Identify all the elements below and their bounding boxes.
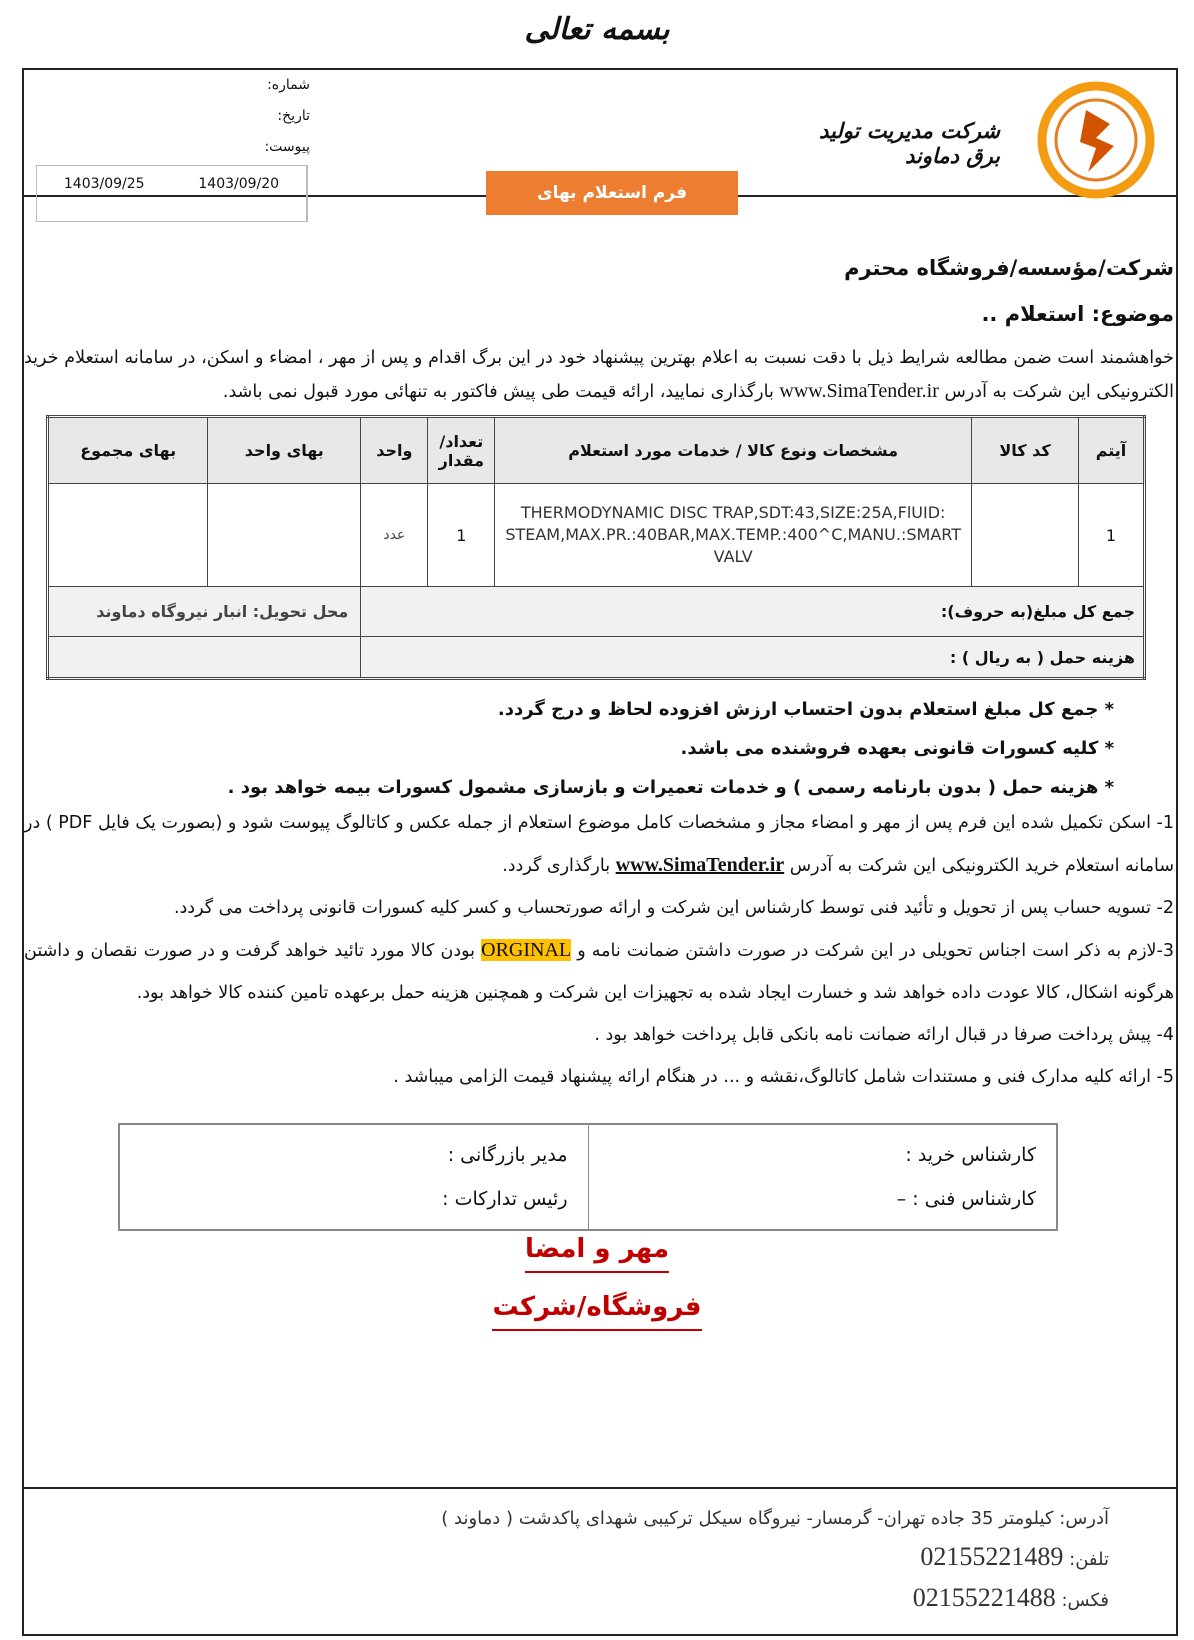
- cell-unit: عدد: [361, 484, 428, 587]
- address-label: آدرس:: [1059, 1508, 1109, 1529]
- letter-meta: [210, 70, 310, 163]
- term-1: [24, 802, 1174, 887]
- footer-divider: [22, 1487, 1178, 1489]
- purchase-expert-label: کارشناس خرید :: [905, 1144, 1036, 1166]
- term-3-text: 3-لازم به ذکر است اجناس تحویلی در این شرکت در صورت داشتن ضمانت نامه و: [577, 941, 1174, 961]
- footer-fax: [441, 1579, 1109, 1620]
- signature-left-column: [588, 1124, 1057, 1230]
- term-3-highlight: ORGINAL: [481, 939, 572, 961]
- cell-code: [972, 484, 1079, 587]
- inquiry-dates: [36, 165, 308, 222]
- footer-phone: [441, 1538, 1109, 1579]
- shipping-value: [48, 637, 361, 679]
- phone-number: 02155221489: [920, 1542, 1064, 1571]
- number-label: شماره:: [267, 77, 310, 93]
- cell-unit-price: [208, 484, 361, 587]
- intro-url-link[interactable]: www.SimaTender.ir: [779, 380, 939, 402]
- header-spec: مشخصات ونوع کالا / خدمات مورد استعلام: [495, 417, 972, 484]
- company-logo-icon: [1036, 80, 1156, 200]
- note-item: * هزینه حمل ( بدون بارنامه رسمی ) و خدمات تعمیرات و بازسازی مشمول کسورات بیمه خواهد بود .: [227, 777, 1114, 798]
- header-total-price: بهای مجموع: [48, 417, 208, 484]
- term-4: 4- پیش پرداخت صرفا در قبال ارائه ضمانت نامه بانکی قابل پرداخت خواهد بود .: [594, 1025, 1174, 1045]
- stamp-signature-block: [0, 1220, 1194, 1336]
- signature-right-column: [119, 1124, 588, 1230]
- term-1-text-end: بارگذاری گردد.: [502, 856, 611, 876]
- header-item: آیتم: [1079, 417, 1145, 484]
- header-qty: [428, 417, 495, 484]
- inquiry-table: [46, 415, 1146, 680]
- term-1-text: 1- اسکن تکمیل شده این فرم پس از مهر و امضاء مجاز و مشخصات کامل موضوع استعلام از جمله عکس و کاتالوگ پیوست شود و (بصورت یک فایل PDF ) در سامانه استعلام خرید الکترونیکی این شرکت به آدرس: [24, 813, 1174, 876]
- procurement-head-label: رئیس تدارکات :: [442, 1188, 568, 1210]
- cell-total-price: [48, 484, 208, 587]
- term-1-url-link[interactable]: www.SimaTender.ir: [615, 854, 785, 876]
- intro-text-2: بارگذاری نمایید، ارائه قیمت طی پیش فاکتور به تنهائی مورد قبول نمی باشد.: [222, 382, 774, 402]
- term-3-text-end: بودن کالا مورد تائید خواهد گرفت و در صورت نقصان و داشتن هرگونه اشکال، کالا عودت داده خواهد شد و خسارت ایجاد شده به تجهیزات این شرکت و همچنین هزینه حمل برعهده تامین کننده کالا خواهد بود.: [24, 941, 1174, 1003]
- date-end: 1403/09/25: [63, 176, 145, 192]
- header-unit: واحد: [361, 417, 428, 484]
- basmala-heading: بسمه تعالی: [524, 12, 670, 47]
- header-qty-line1: تعداد/: [439, 431, 484, 451]
- note-item: * کلیه کسورات قانونی بعهده فروشنده می باشد.: [680, 738, 1114, 759]
- term-3: [24, 929, 1174, 1014]
- table-row: [48, 484, 1145, 587]
- cell-spec: THERMODYNAMIC DISC TRAP,SDT:43,SIZE:25A,FlUID: STEAM,MAX.PR.:40BAR,MAX.TEMP.:400^C,MANU.:SMART VALV: [495, 484, 972, 587]
- term-5: 5- ارائه کلیه مدارک فنی و مستندات شامل کاتالوگ،نقشه و ... در هنگام ارائه پیشنهاد قیمت الزامی میباشد .: [393, 1067, 1174, 1087]
- date-start: 1403/09/20: [172, 166, 308, 221]
- footer-address: [441, 1500, 1109, 1538]
- total-words-label: جمع کل مبلغ(به حروف):: [361, 587, 1145, 637]
- note-item: * جمع کل مبلغ استعلام بدون احتساب ارزش افزوده لحاظ و درج گردد.: [497, 699, 1114, 720]
- attachment-label: پیوست:: [264, 139, 310, 155]
- notes-list: [228, 690, 1114, 807]
- cell-qty: 1: [428, 484, 495, 587]
- shipping-label: هزینه حمل ( به ریال ) :: [361, 637, 1145, 679]
- stamp-line-2: فروشگاه/شرکت: [492, 1285, 701, 1331]
- header-qty-line2: مقدار: [438, 450, 484, 470]
- address-text: کیلومتر 35 جاده تهران- گرمسار- نیروگاه سیکل ترکیبی شهدای پاکدشت ( دماوند ): [441, 1508, 1054, 1529]
- signature-table: [118, 1123, 1058, 1231]
- fax-number: 02155221488: [912, 1583, 1056, 1612]
- stamp-line-1: مهر و امضا: [525, 1227, 669, 1273]
- date-label: تاریخ:: [277, 108, 310, 124]
- header-code: کد کالا: [972, 417, 1079, 484]
- technical-expert-label: کارشناس فنی : –: [896, 1188, 1036, 1210]
- intro-text-1: خواهشمند است ضمن مطالعه شرایط ذیل با دقت نسبت به اعلام بهترین پیشنهاد خود در این برگ اقدام و پس از مهر ، امضاء و اسکن، در سامانه استعلام خرید الکترونیکی این شرکت به آدرس: [24, 348, 1174, 402]
- footer-contact: [441, 1500, 1109, 1620]
- company-name: شرکت مدیریت تولید برق دماوند: [818, 118, 1000, 168]
- fax-label: فکس:: [1061, 1590, 1109, 1611]
- form-title: فرم استعلام بهای: [486, 171, 738, 215]
- commercial-manager-label: مدیر بازرگانی :: [447, 1144, 568, 1166]
- header-unit-price: بهای واحد: [208, 417, 361, 484]
- phone-label: تلفن:: [1069, 1549, 1109, 1570]
- intro-paragraph: [24, 342, 1174, 409]
- cell-item: 1: [1079, 484, 1145, 587]
- delivery-location: محل تحویل: انبار نیروگاه دماوند: [48, 587, 361, 637]
- total-words-row: [48, 587, 1145, 637]
- term-2: 2- تسویه حساب پس از تحویل و تأئید فنی توسط کارشناس این شرکت و ارائه صورتحساب و کسر کلیه کسورات قانونی پرداخت می گردد.: [173, 898, 1174, 918]
- subject-line: موضوع: استعلام ..: [981, 302, 1174, 326]
- addressee: شرکت/مؤسسه/فروشگاه محترم: [844, 256, 1174, 280]
- shipping-row: [48, 637, 1145, 679]
- terms-list: [24, 802, 1174, 1098]
- table-header-row: [48, 417, 1145, 484]
